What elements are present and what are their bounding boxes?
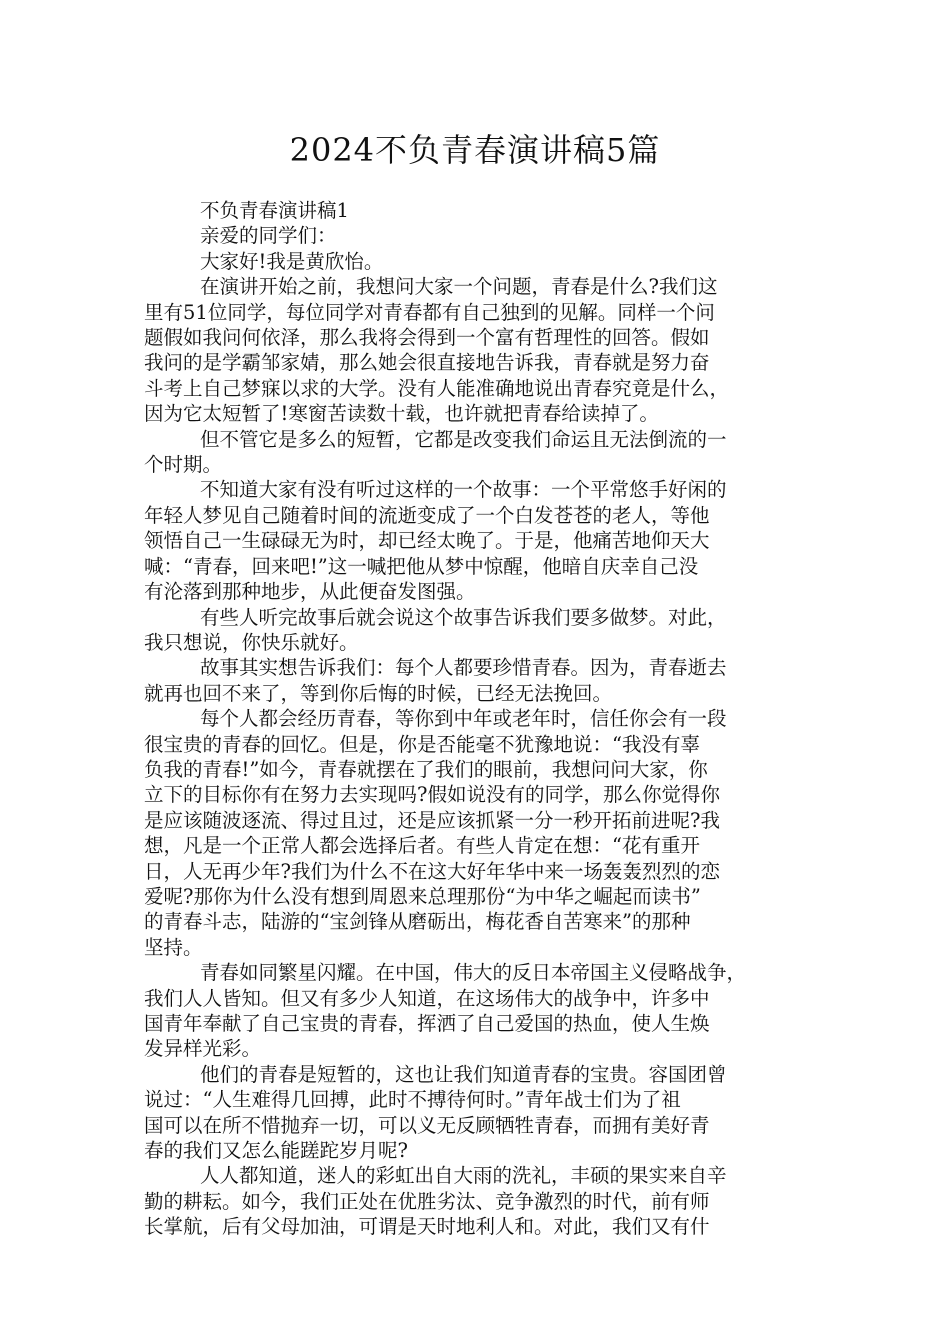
text-line: 有些人听完故事后就会说这个故事告诉我们要多做梦。对此， <box>200 605 727 629</box>
text-line: 人人都知道，迷人的彩虹出自大雨的洗礼，丰硕的果实来自辛 <box>200 1164 727 1188</box>
text-line: 题假如我问何依泽，那么我将会得到一个富有哲理性的回答。假如 <box>144 326 710 350</box>
document-body <box>144 198 819 1240</box>
text-line: 青春如同繁星闪耀。在中国，伟大的反日本帝国主义侵略战争， <box>200 961 747 985</box>
text-line: 里有51位同学，每位同学对青春都有自己独到的见解。同样一个问 <box>144 300 715 324</box>
page-title: 2024不负青春演讲稿5篇 <box>289 131 661 169</box>
text-line: 个时期。 <box>144 453 223 477</box>
text-line: 在演讲开始之前，我想问大家一个问题，青春是什么?我们这 <box>200 275 718 299</box>
text-line: 亲爱的同学们： <box>200 224 337 248</box>
text-line: 国可以在所不惜抛弃一切，可以义无反顾牺牲青春，而拥有美好青 <box>144 1113 710 1137</box>
text-line: 发异样光彩。 <box>144 1037 262 1061</box>
text-line: 领悟自己一生碌碌无为时，却已经太晚了。于是，他痛苦地仰天大 <box>144 529 710 553</box>
text-line: 喊：“青春，回来吧!”这一喊把他从梦中惊醒，他暗自庆幸自己没 <box>144 554 699 578</box>
text-line: 不知道大家有没有听过这样的一个故事：一个平常悠手好闲的 <box>200 478 727 502</box>
text-line: 大家好!我是黄欣怡。 <box>200 249 384 273</box>
text-line: 国青年奉献了自己宝贵的青春，挥洒了自己爱国的热血，使人生焕 <box>144 1012 710 1035</box>
text-line: 有沦落到那种地步，从此便奋发图强。 <box>144 580 476 604</box>
text-line: 说过：“人生难得几回搏，此时不搏待何时。”青年战士们为了祖 <box>144 1088 681 1112</box>
text-line: 是应该随波逐流、得过且过，还是应该抓紧一分一秒开拓前进呢?我 <box>144 808 720 832</box>
text-line: 负我的青春!”如今，青春就摆在了我们的眼前，我想问问大家，你 <box>144 757 708 781</box>
text-line: 年轻人梦见自己随着时间的流逝变成了一个白发苍苍的老人，等他 <box>144 503 710 527</box>
text-line: 我问的是学霸邹家婧，那么她会很直接地告诉我，青春就是努力奋 <box>144 351 710 375</box>
text-line: 春的我们又怎么能蹉跎岁月呢? <box>144 1139 408 1163</box>
text-line: 日，人无再少年?我们为什么不在这大好年华中来一场轰轰烈烈的恋 <box>144 859 720 883</box>
text-line: 每个人都会经历青春，等你到中年或老年时，信任你会有一段 <box>200 707 727 731</box>
text-line: 长掌航，后有父母加油，可谓是天时地利人和。对此，我们又有什 <box>144 1215 710 1239</box>
text-line: 不负青春演讲稿1 <box>200 199 349 222</box>
text-line: 很宝贵的青春的回忆。但是，你是否能毫不犹豫地说：“我没有辜 <box>144 732 700 756</box>
text-line: 就再也回不来了，等到你后悔的时候，已经无法挽回。 <box>144 681 613 705</box>
text-line: 想，凡是一个正常人都会选择后者。有些人肯定在想：“花有重开 <box>144 834 700 858</box>
text-line: 但不管它是多么的短暂，它都是改变我们命运且无法倒流的一 <box>200 427 727 451</box>
text-line: 勤的耕耘。如今，我们正处在优胜劣汰、竞争激烈的时代，前有师 <box>144 1189 710 1213</box>
text-line: 他们的青春是短暂的，这也让我们知道青春的宝贵。容国团曾 <box>200 1062 727 1086</box>
text-line: 我只想说，你快乐就好。 <box>144 630 359 654</box>
text-line: 的青春斗志，陆游的“宝剑锋从磨砺出，梅花香自苦寒来”的那种 <box>144 910 691 934</box>
text-line: 斗考上自己梦寐以求的大学。没有人能准确地说出青春究竟是什么， <box>144 376 730 400</box>
text-line: 我们人人皆知。但又有多少人知道，在这场伟大的战争中，许多中 <box>144 986 710 1010</box>
text-line: 坚持。 <box>144 935 203 959</box>
text-line: 爱呢?那你为什么没有想到周恩来总理那份“为中华之崛起而读书” <box>144 884 701 908</box>
text-line: 因为它太短暂了!寒窗苦读数十载，也许就把青春给读掉了。 <box>144 402 659 426</box>
text-line: 故事其实想告诉我们：每个人都要珍惜青春。因为，青春逝去 <box>200 656 727 680</box>
text-line: 立下的目标你有在努力去实现吗?假如说没有的同学，那么你觉得你 <box>144 783 720 807</box>
